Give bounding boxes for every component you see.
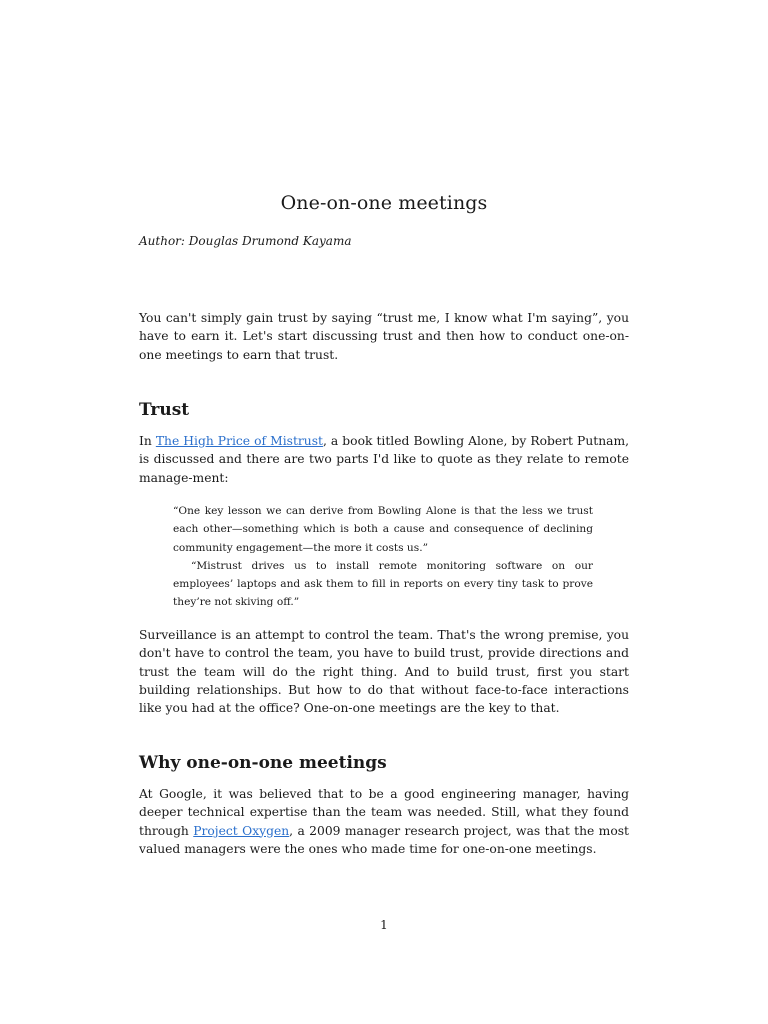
trust-paragraph-suffix: , a book titled Bowling Alone, by Robert Putnam, is discussed and there are two parts I'd like to quote as they relate to remote manage-ment:	[139, 434, 630, 485]
quote-one: “One key lesson we can derive from Bowling Alone is that the less we trust each other—something which is both a cause and consequence of declining community engagement—the more it costs us.”	[173, 505, 593, 554]
why-paragraph-suffix: , a 2009 manager research project, was that the most valued managers were the ones who made time for one-on-one meetings.	[139, 823, 629, 856]
why-paragraph-prefix: At Google, it was believed that to be a good engineering manager, having deeper technical expertise than the team was needed. Still, what they found through	[139, 787, 629, 838]
surveillance-paragraph: Surveillance is an attempt to control the team. That's the wrong premise, you don't have to control the team, you have to build trust, provide directions and trust the team will do the right thing. And to build trust, first you start building relationships. But how to do that without face-to-face interactions like you had at the office? One-on-one meetings are the key to that.	[139, 628, 629, 716]
author-line: Author: Douglas Drumond Kayama	[139, 234, 352, 248]
trust-paragraph-prefix: In	[139, 434, 156, 448]
trust-paragraph	[139, 432, 629, 487]
high-price-of-mistrust-link[interactable]: The High Price of Mistrust	[155, 434, 323, 448]
document-title: One-on-one meetings	[280, 192, 488, 214]
intro-paragraph: You can't simply gain trust by saying “trust me, I know what I'm saying”, you have to earn it. Let's start discussing trust and then how to conduct one-on-one meetings to earn that trust.	[139, 311, 629, 362]
why-paragraph	[139, 785, 629, 858]
page-number: 1	[380, 918, 388, 932]
quote-two: “Mistrust drives us to install remote monitoring software on our employees’ laptops and ask them to fill in reports on every tiny task to prove they’re not skiving off.”	[173, 559, 593, 609]
block-quote	[173, 502, 593, 612]
why-heading: Why one-on-one meetings	[139, 753, 387, 773]
trust-heading: Trust	[139, 400, 190, 420]
project-oxygen-link[interactable]: Project Oxygen	[193, 823, 290, 838]
